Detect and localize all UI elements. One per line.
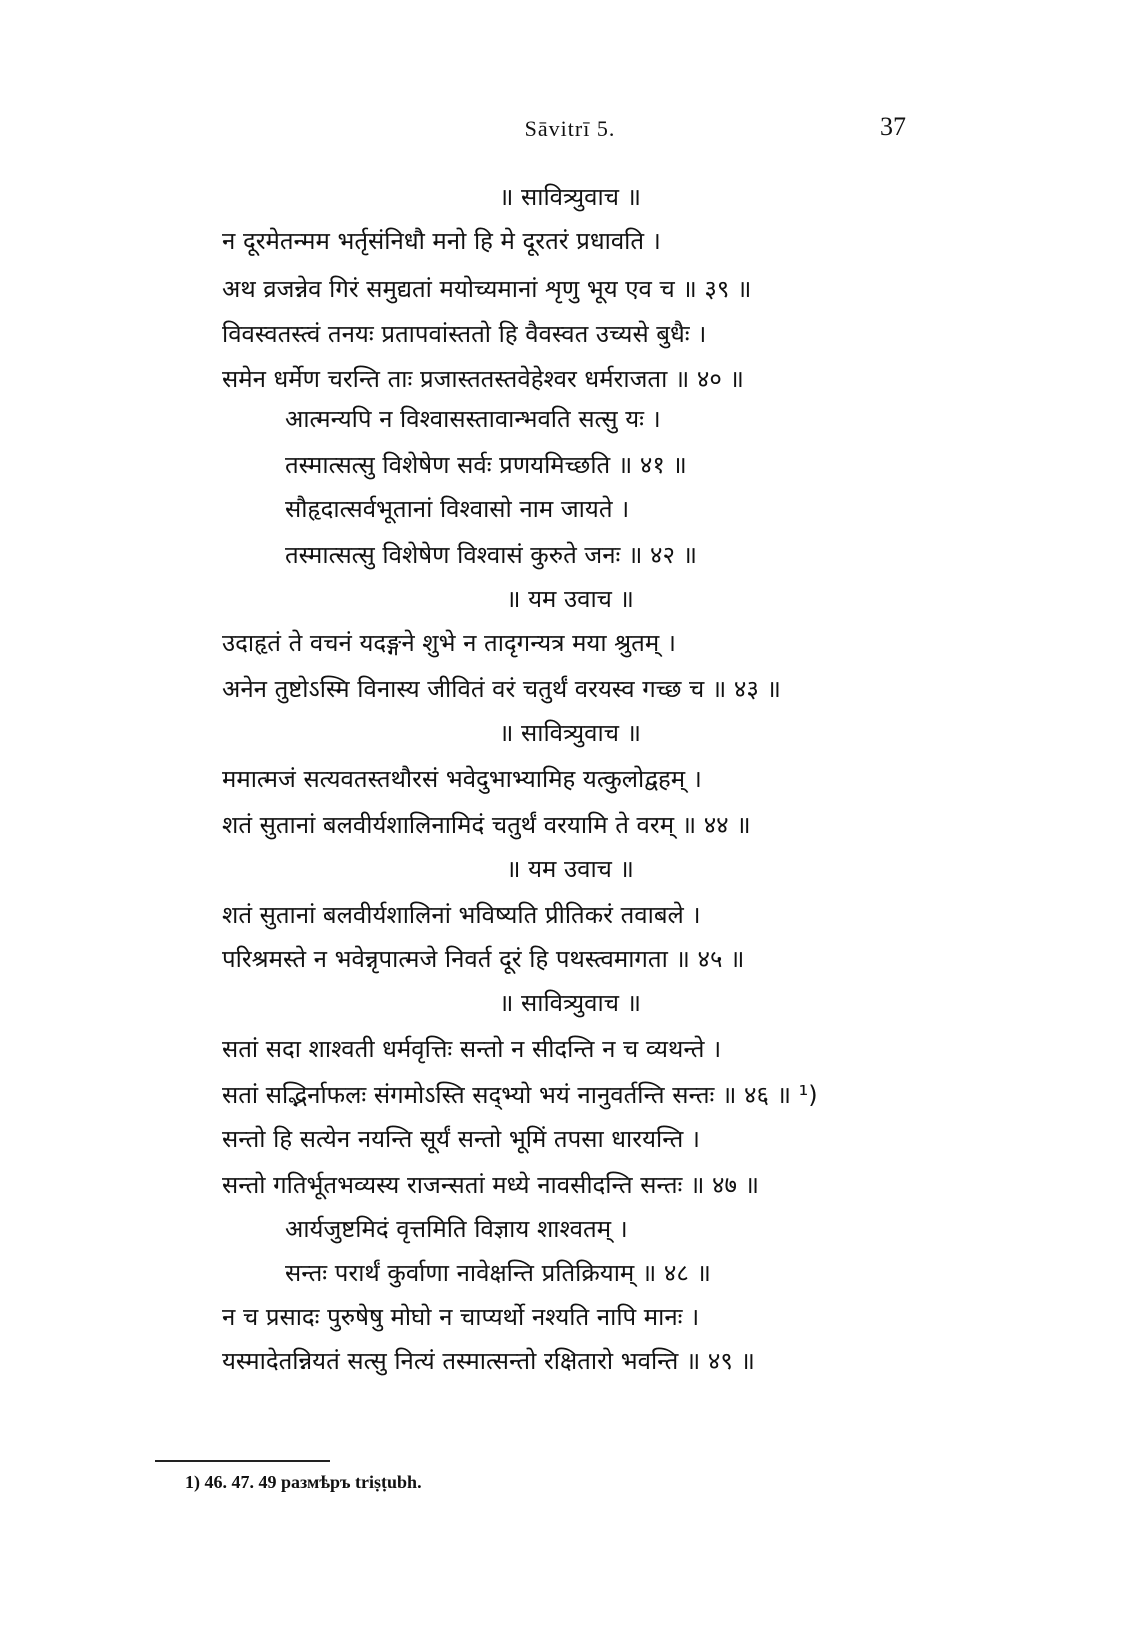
verse-line: परिश्रमस्ते न भवेन्नृपात्मजे निवर्त दूरं हि पथस्त्वमागता ॥ ४५ ॥ [222, 945, 745, 973]
verse-line: सन्तः परार्थं कुर्वाणा नावेक्षन्ति प्रतिक्रियाम् ॥ ४८ ॥ [285, 1259, 711, 1287]
verse-line: सन्तो गतिर्भूतभव्यस्य राजन्सतां मध्ये नावसीदन्ति सन्तः ॥ ४७ ॥ [222, 1171, 759, 1199]
speaker-heading: ॥ सावित्र्युवाच ॥ [499, 719, 641, 747]
verse-line: शतं सुतानां बलवीर्यशालिनां भविष्यति प्रीतिकरं तवाबले । [222, 901, 701, 929]
verse-line: आर्यजुष्टमिदं वृत्तमिति विज्ञाय शाश्वतम् । [285, 1215, 628, 1243]
speaker-heading: ॥ यम उवाच ॥ [506, 585, 634, 613]
verse-line: सतां सद्भिर्नाफलः संगमोऽस्ति सद्भ्यो भयं नानुवर्तन्ति सन्तः ॥ ४६ ॥ ¹) [222, 1081, 818, 1109]
verse-line: न दूरमेतन्मम भर्तृसंनिधौ मनो हि मे दूरतरं प्रधावति । [222, 227, 661, 255]
verse-line: अथ व्रजन्नेव गिरं समुद्यतां मयोच्यमानां शृणु भूय एव च ॥ ३९ ॥ [222, 275, 752, 303]
verse-line: न च प्रसादः पुरुषेषु मोघो न चाप्यर्थो नश्यति नापि मानः । [222, 1303, 700, 1331]
running-head: Sāvitrī 5. [524, 116, 616, 141]
footnote-rule [155, 1460, 330, 1462]
verse-line: तस्मात्सत्सु विशेषेण सर्वः प्रणयमिच्छति ॥ ४१ ॥ [285, 451, 687, 479]
verse-line: शतं सुतानां बलवीर्यशालिनामिदं चतुर्थं वरयामि ते वरम् ॥ ४४ ॥ [222, 811, 751, 839]
verse-line: ममात्मजं सत्यवतस्तथौरसं भवेदुभाभ्यामिह यत्कुलोद्वहम् । [222, 765, 702, 793]
verse-line: सन्तो हि सत्येन नयन्ति सूर्यं सन्तो भूमिं तपसा धारयन्ति । [222, 1125, 701, 1153]
speaker-heading: ॥ यम उवाच ॥ [506, 855, 634, 883]
verse-line: सौहृदात्सर्वभूतानां विश्वासो नाम जायते । [285, 495, 630, 523]
speaker-heading: ॥ सावित्र्युवाच ॥ [499, 183, 641, 211]
verse-line: सतां सदा शाश्वती धर्मवृत्तिः सन्तो न सीदन्ति न च व्यथन्ते । [222, 1035, 722, 1063]
verse-line: तस्मात्सत्सु विशेषेण विश्वासं कुरुते जनः ॥ ४२ ॥ [285, 541, 697, 569]
page-number: 37 [880, 112, 906, 141]
speaker-heading: ॥ सावित्र्युवाच ॥ [499, 989, 641, 1017]
verse-line: यस्मादेतन्नियतं सत्सु नित्यं तस्मात्सन्तो रक्षितारो भवन्ति ॥ ४९ ॥ [222, 1347, 755, 1375]
verse-line: आत्मन्यपि न विश्वासस्तावान्भवति सत्सु यः । [285, 405, 661, 433]
verse-line: समेन धर्मेण चरन्ति ताः प्रजास्ततस्तवेहेश्वर धर्मराजता ॥ ४० ॥ [222, 365, 744, 393]
verse-line: उदाहृतं ते वचनं यदङ्गने शुभे न तादृगन्यत्र मया श्रुतम् । [222, 629, 676, 657]
verse-line: अनेन तुष्टोऽस्मि विनास्य जीवितं वरं चतुर्थं वरयस्व गच्छ च ॥ ४३ ॥ [222, 675, 781, 703]
verse-line: विवस्वतस्त्वं तनयः प्रतापवांस्ततो हि वैवस्वत उच्यसे बुधैः । [222, 320, 707, 348]
footnote: 1) 46. 47. 49 размѣръ triṣṭubh. [185, 1472, 422, 1492]
